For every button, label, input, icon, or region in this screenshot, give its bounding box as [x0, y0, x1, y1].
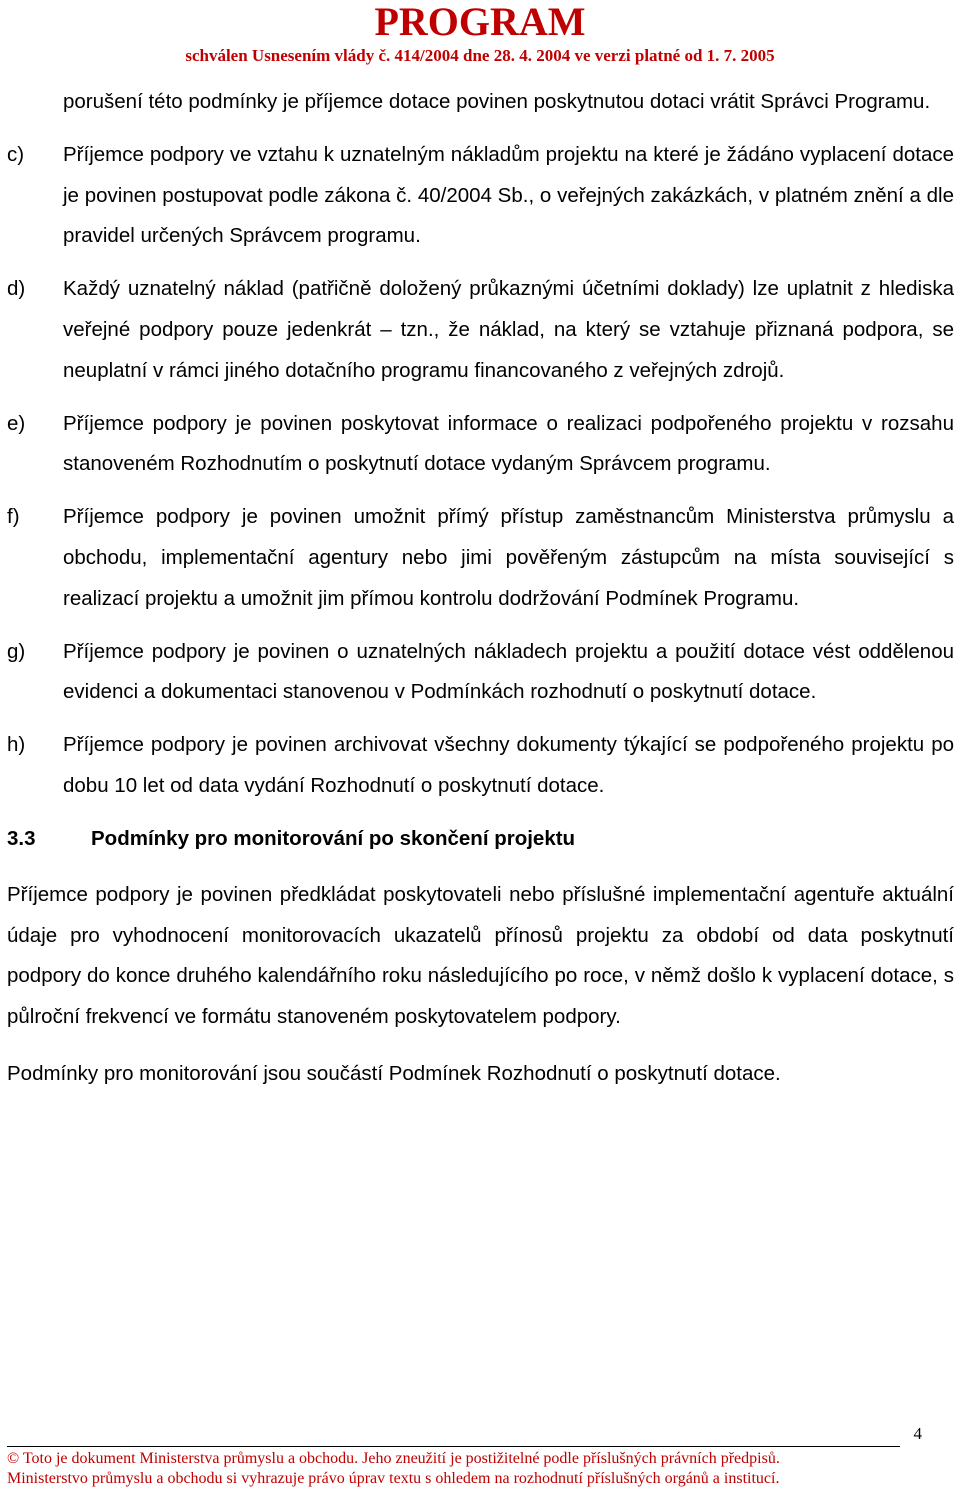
list-item-d: [7, 269, 954, 391]
list-item-g: [7, 632, 954, 714]
list-item-text: Příjemce podpory je povinen umožnit přímý přístup zaměstnancům Ministerstva průmyslu a obchodu, implementační agentury nebo jimi pověřeným zástupcům na místa související s realizací projektu a umožnit jim přímou kontrolu dodržování Podmínek Programu.: [63, 505, 954, 610]
footer-copyright: © Toto je dokument Ministerstva průmyslu a obchodu. Jeho zneužití je postižitelné podle příslušných právních předpisů.: [7, 1450, 780, 1467]
section-paragraph: Příjemce podpory je povinen předkládat poskytovateli nebo příslušné implementační agentuře aktuální údaje pro vyhodnocení monitorovacích ukazatelů přínosů projektu za období od data poskytnutí podpory do konce druhého kalendářního roku následujícího po roce, v němž došlo k vyplacení dotace, s půlroční frekvencí ve formátu stanoveném poskytovatelem podpory.: [7, 882, 954, 1029]
list-item-f: [7, 497, 954, 619]
list-item-text: Příjemce podpory je povinen o uznatelných nákladech projektu a použití dotace vést oddělenou evidenci a dokumentaci stanovenou v Podmínkách rozhodnutí o poskytnutí dotace.: [63, 639, 954, 704]
list-item-letter: c): [7, 142, 25, 166]
list-item-c: [7, 135, 954, 257]
footer-disclaimer: Ministerstvo průmyslu a obchodu si vyhrazuje právo úprav textu s ohledem na rozhodnutí příslušných orgánů a institucí.: [7, 1470, 780, 1487]
list-item-letter: d): [7, 277, 26, 301]
list-item-text: Příjemce podpory je povinen poskytovat informace o realizaci podpořeného projektu v rozsahu stanoveném Rozhodnutím o poskytnutí dotace vydaným Správcem programu.: [63, 411, 954, 476]
list-item-letter: g): [7, 639, 26, 663]
list-item-letter: f): [7, 505, 20, 529]
page-footer: [7, 1449, 957, 1489]
list-item-text: Příjemce podpory ve vztahu k uznatelným nákladům projektu na které je žádáno vyplacení dotace je povinen postupovat podle zákona č. 40/2004 Sb., o veřejných zakázkách, v platném znění a dle pravidel určených Správcem programu.: [63, 142, 954, 248]
section-paragraph: Podmínky pro monitorování jsou součástí Podmínek Rozhodnutí o poskytnutí dotace.: [7, 1061, 781, 1085]
list-item-letter: h): [7, 733, 26, 757]
document-title: PROGRAM: [374, 0, 586, 44]
list-item-text: Příjemce podpory je povinen archivovat všechny dokumenty týkající se podpořeného projektu po dobu 10 let od data vydání Rozhodnutí o poskytnutí dotace.: [63, 733, 954, 797]
page-number: 4: [913, 1424, 922, 1443]
document-body: [7, 82, 954, 1111]
list-item-letter: e): [7, 411, 26, 435]
section-number: 3.3: [7, 826, 36, 850]
footer-divider: [7, 1446, 900, 1447]
section-heading: [7, 819, 954, 859]
list-item-text: Každý uznatelný náklad (patřičně doložený průkaznými účetními doklady) lze uplatnit z hlediska veřejné podpory pouze jedenkrát – tzn., že náklad, na který se vztahuje přiznaná podpora, se neuplatní v rámci jiného dotačního programu financovaného z veřejných zdrojů.: [63, 277, 954, 382]
document-subtitle: schválen Usnesením vlády č. 414/2004 dne 28. 4. 2004 ve verzi platné od 1. 7. 2005: [185, 46, 775, 65]
intro-continuation: porušení této podmínky je příjemce dotace povinen poskytnutou dotaci vrátit Správci Programu.: [63, 90, 931, 113]
section-title: Podmínky pro monitorování po skončení projektu: [91, 826, 576, 850]
list-item-e: [7, 404, 954, 486]
list-item-h: [7, 725, 954, 807]
